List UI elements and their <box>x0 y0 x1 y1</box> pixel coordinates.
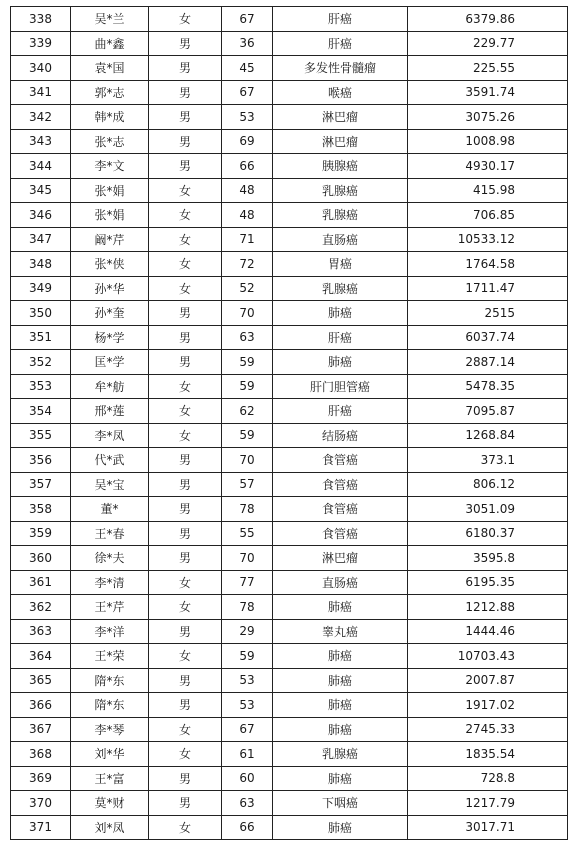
row-number-cell: 364 <box>11 644 71 669</box>
diagnosis-cell: 肝癌 <box>273 7 408 32</box>
diagnosis-cell: 直肠癌 <box>273 570 408 595</box>
diagnosis-cell: 肺癌 <box>273 350 408 375</box>
table-row <box>11 350 568 375</box>
amount-cell: 6180.37 <box>408 521 568 546</box>
table-body <box>11 7 568 840</box>
age-cell: 48 <box>222 178 273 203</box>
amount-cell: 10703.43 <box>408 644 568 669</box>
table-row <box>11 644 568 669</box>
age-cell: 67 <box>222 7 273 32</box>
gender-cell: 女 <box>149 423 222 448</box>
diagnosis-cell: 乳腺癌 <box>273 203 408 228</box>
name-cell: 徐*夫 <box>71 546 149 571</box>
name-cell: 韩*成 <box>71 105 149 130</box>
diagnosis-cell: 食管癌 <box>273 497 408 522</box>
table-row <box>11 276 568 301</box>
row-number-cell: 349 <box>11 276 71 301</box>
age-cell: 70 <box>222 546 273 571</box>
diagnosis-cell: 乳腺癌 <box>273 276 408 301</box>
row-number-cell: 370 <box>11 791 71 816</box>
table-row <box>11 448 568 473</box>
gender-cell: 女 <box>149 227 222 252</box>
name-cell: 董* <box>71 497 149 522</box>
name-cell: 孙*华 <box>71 276 149 301</box>
name-cell: 李*凤 <box>71 423 149 448</box>
name-cell: 曲*鑫 <box>71 31 149 56</box>
gender-cell: 女 <box>149 595 222 620</box>
amount-cell: 706.85 <box>408 203 568 228</box>
gender-cell: 男 <box>149 546 222 571</box>
gender-cell: 女 <box>149 742 222 767</box>
diagnosis-cell: 肝癌 <box>273 325 408 350</box>
age-cell: 62 <box>222 399 273 424</box>
row-number-cell: 361 <box>11 570 71 595</box>
name-cell: 张*志 <box>71 129 149 154</box>
age-cell: 59 <box>222 374 273 399</box>
table-row <box>11 325 568 350</box>
diagnosis-cell: 肺癌 <box>273 301 408 326</box>
diagnosis-cell: 肝癌 <box>273 399 408 424</box>
table-row <box>11 399 568 424</box>
gender-cell: 女 <box>149 570 222 595</box>
table-row <box>11 472 568 497</box>
amount-cell: 3595.8 <box>408 546 568 571</box>
row-number-cell: 345 <box>11 178 71 203</box>
amount-cell: 1835.54 <box>408 742 568 767</box>
name-cell: 张*娟 <box>71 203 149 228</box>
gender-cell: 男 <box>149 56 222 81</box>
amount-cell: 10533.12 <box>408 227 568 252</box>
table-row <box>11 717 568 742</box>
amount-cell: 3017.71 <box>408 815 568 840</box>
row-number-cell: 362 <box>11 595 71 620</box>
gender-cell: 男 <box>149 448 222 473</box>
amount-cell: 2515 <box>408 301 568 326</box>
gender-cell: 男 <box>149 129 222 154</box>
name-cell: 袁*国 <box>71 56 149 81</box>
amount-cell: 1917.02 <box>408 693 568 718</box>
table-row <box>11 595 568 620</box>
amount-cell: 806.12 <box>408 472 568 497</box>
amount-cell: 229.77 <box>408 31 568 56</box>
age-cell: 66 <box>222 154 273 179</box>
gender-cell: 女 <box>149 399 222 424</box>
gender-cell: 女 <box>149 276 222 301</box>
table-row <box>11 31 568 56</box>
table-row <box>11 154 568 179</box>
table-row <box>11 766 568 791</box>
table-row <box>11 178 568 203</box>
amount-cell: 4930.17 <box>408 154 568 179</box>
table-row <box>11 497 568 522</box>
gender-cell: 男 <box>149 350 222 375</box>
age-cell: 53 <box>222 105 273 130</box>
age-cell: 53 <box>222 668 273 693</box>
age-cell: 71 <box>222 227 273 252</box>
table-row <box>11 105 568 130</box>
diagnosis-cell: 胰腺癌 <box>273 154 408 179</box>
name-cell: 刘*华 <box>71 742 149 767</box>
table-row <box>11 252 568 277</box>
diagnosis-cell: 淋巴瘤 <box>273 546 408 571</box>
gender-cell: 男 <box>149 521 222 546</box>
name-cell: 牟*舫 <box>71 374 149 399</box>
table-row <box>11 227 568 252</box>
name-cell: 王*芹 <box>71 595 149 620</box>
row-number-cell: 368 <box>11 742 71 767</box>
age-cell: 63 <box>222 791 273 816</box>
amount-cell: 373.1 <box>408 448 568 473</box>
name-cell: 邢*莲 <box>71 399 149 424</box>
gender-cell: 女 <box>149 644 222 669</box>
diagnosis-cell: 多发性骨髓瘤 <box>273 56 408 81</box>
diagnosis-cell: 食管癌 <box>273 448 408 473</box>
row-number-cell: 347 <box>11 227 71 252</box>
diagnosis-cell: 喉癌 <box>273 80 408 105</box>
gender-cell: 男 <box>149 497 222 522</box>
row-number-cell: 355 <box>11 423 71 448</box>
gender-cell: 女 <box>149 374 222 399</box>
age-cell: 52 <box>222 276 273 301</box>
name-cell: 匡*学 <box>71 350 149 375</box>
age-cell: 59 <box>222 423 273 448</box>
row-number-cell: 354 <box>11 399 71 424</box>
gender-cell: 女 <box>149 252 222 277</box>
table-row <box>11 791 568 816</box>
amount-cell: 3051.09 <box>408 497 568 522</box>
row-number-cell: 342 <box>11 105 71 130</box>
amount-cell: 6037.74 <box>408 325 568 350</box>
amount-cell: 5478.35 <box>408 374 568 399</box>
name-cell: 王*富 <box>71 766 149 791</box>
gender-cell: 男 <box>149 619 222 644</box>
row-number-cell: 358 <box>11 497 71 522</box>
row-number-cell: 367 <box>11 717 71 742</box>
amount-cell: 2745.33 <box>408 717 568 742</box>
amount-cell: 2007.87 <box>408 668 568 693</box>
age-cell: 55 <box>222 521 273 546</box>
row-number-cell: 340 <box>11 56 71 81</box>
gender-cell: 女 <box>149 717 222 742</box>
name-cell: 阚*芹 <box>71 227 149 252</box>
diagnosis-cell: 肺癌 <box>273 717 408 742</box>
amount-cell: 1212.88 <box>408 595 568 620</box>
table-row <box>11 80 568 105</box>
name-cell: 郭*志 <box>71 80 149 105</box>
amount-cell: 1217.79 <box>408 791 568 816</box>
gender-cell: 男 <box>149 301 222 326</box>
diagnosis-cell: 乳腺癌 <box>273 178 408 203</box>
amount-cell: 7095.87 <box>408 399 568 424</box>
diagnosis-cell: 食管癌 <box>273 521 408 546</box>
row-number-cell: 359 <box>11 521 71 546</box>
row-number-cell: 353 <box>11 374 71 399</box>
row-number-cell: 350 <box>11 301 71 326</box>
row-number-cell: 369 <box>11 766 71 791</box>
diagnosis-cell: 肺癌 <box>273 595 408 620</box>
row-number-cell: 360 <box>11 546 71 571</box>
diagnosis-cell: 肝门胆管癌 <box>273 374 408 399</box>
gender-cell: 男 <box>149 668 222 693</box>
gender-cell: 女 <box>149 7 222 32</box>
amount-cell: 6195.35 <box>408 570 568 595</box>
name-cell: 代*武 <box>71 448 149 473</box>
age-cell: 67 <box>222 717 273 742</box>
age-cell: 67 <box>222 80 273 105</box>
table-row <box>11 693 568 718</box>
diagnosis-cell: 肺癌 <box>273 693 408 718</box>
row-number-cell: 339 <box>11 31 71 56</box>
amount-cell: 3075.26 <box>408 105 568 130</box>
name-cell: 李*文 <box>71 154 149 179</box>
row-number-cell: 357 <box>11 472 71 497</box>
patient-cost-table <box>10 6 568 840</box>
table-row <box>11 619 568 644</box>
diagnosis-cell: 下咽癌 <box>273 791 408 816</box>
diagnosis-cell: 淋巴瘤 <box>273 105 408 130</box>
name-cell: 孙*奎 <box>71 301 149 326</box>
table-row <box>11 742 568 767</box>
row-number-cell: 351 <box>11 325 71 350</box>
gender-cell: 男 <box>149 325 222 350</box>
name-cell: 莫*财 <box>71 791 149 816</box>
table-row <box>11 56 568 81</box>
row-number-cell: 363 <box>11 619 71 644</box>
age-cell: 70 <box>222 448 273 473</box>
age-cell: 59 <box>222 350 273 375</box>
age-cell: 60 <box>222 766 273 791</box>
age-cell: 59 <box>222 644 273 669</box>
name-cell: 张*侠 <box>71 252 149 277</box>
table-row <box>11 521 568 546</box>
age-cell: 63 <box>222 325 273 350</box>
row-number-cell: 371 <box>11 815 71 840</box>
table-row <box>11 129 568 154</box>
age-cell: 70 <box>222 301 273 326</box>
name-cell: 李*清 <box>71 570 149 595</box>
age-cell: 77 <box>222 570 273 595</box>
gender-cell: 女 <box>149 203 222 228</box>
row-number-cell: 346 <box>11 203 71 228</box>
diagnosis-cell: 肺癌 <box>273 644 408 669</box>
name-cell: 吴*兰 <box>71 7 149 32</box>
diagnosis-cell: 结肠癌 <box>273 423 408 448</box>
gender-cell: 男 <box>149 791 222 816</box>
name-cell: 张*娟 <box>71 178 149 203</box>
age-cell: 48 <box>222 203 273 228</box>
age-cell: 69 <box>222 129 273 154</box>
row-number-cell: 341 <box>11 80 71 105</box>
gender-cell: 男 <box>149 154 222 179</box>
diagnosis-cell: 食管癌 <box>273 472 408 497</box>
amount-cell: 1444.46 <box>408 619 568 644</box>
gender-cell: 男 <box>149 80 222 105</box>
diagnosis-cell: 直肠癌 <box>273 227 408 252</box>
age-cell: 78 <box>222 497 273 522</box>
amount-cell: 1008.98 <box>408 129 568 154</box>
amount-cell: 1268.84 <box>408 423 568 448</box>
gender-cell: 女 <box>149 178 222 203</box>
diagnosis-cell: 肺癌 <box>273 766 408 791</box>
amount-cell: 3591.74 <box>408 80 568 105</box>
gender-cell: 男 <box>149 105 222 130</box>
gender-cell: 男 <box>149 693 222 718</box>
diagnosis-cell: 淋巴瘤 <box>273 129 408 154</box>
age-cell: 66 <box>222 815 273 840</box>
table-row <box>11 203 568 228</box>
table-row <box>11 423 568 448</box>
row-number-cell: 348 <box>11 252 71 277</box>
name-cell: 李*琴 <box>71 717 149 742</box>
gender-cell: 男 <box>149 31 222 56</box>
diagnosis-cell: 肺癌 <box>273 815 408 840</box>
age-cell: 53 <box>222 693 273 718</box>
age-cell: 45 <box>222 56 273 81</box>
amount-cell: 1764.58 <box>408 252 568 277</box>
age-cell: 36 <box>222 31 273 56</box>
diagnosis-cell: 肺癌 <box>273 668 408 693</box>
table-row <box>11 374 568 399</box>
table-row <box>11 668 568 693</box>
age-cell: 57 <box>222 472 273 497</box>
age-cell: 78 <box>222 595 273 620</box>
name-cell: 吴*宝 <box>71 472 149 497</box>
row-number-cell: 366 <box>11 693 71 718</box>
table-row <box>11 815 568 840</box>
diagnosis-cell: 乳腺癌 <box>273 742 408 767</box>
row-number-cell: 344 <box>11 154 71 179</box>
age-cell: 61 <box>222 742 273 767</box>
amount-cell: 6379.86 <box>408 7 568 32</box>
row-number-cell: 356 <box>11 448 71 473</box>
name-cell: 王*春 <box>71 521 149 546</box>
name-cell: 刘*凤 <box>71 815 149 840</box>
amount-cell: 415.98 <box>408 178 568 203</box>
row-number-cell: 343 <box>11 129 71 154</box>
table-row <box>11 7 568 32</box>
table-row <box>11 570 568 595</box>
table-row <box>11 546 568 571</box>
age-cell: 72 <box>222 252 273 277</box>
name-cell: 隋*东 <box>71 668 149 693</box>
row-number-cell: 338 <box>11 7 71 32</box>
diagnosis-cell: 胃癌 <box>273 252 408 277</box>
amount-cell: 225.55 <box>408 56 568 81</box>
name-cell: 杨*学 <box>71 325 149 350</box>
amount-cell: 1711.47 <box>408 276 568 301</box>
age-cell: 29 <box>222 619 273 644</box>
gender-cell: 男 <box>149 472 222 497</box>
gender-cell: 男 <box>149 766 222 791</box>
name-cell: 王*荣 <box>71 644 149 669</box>
table-row <box>11 301 568 326</box>
name-cell: 隋*东 <box>71 693 149 718</box>
gender-cell: 女 <box>149 815 222 840</box>
amount-cell: 2887.14 <box>408 350 568 375</box>
row-number-cell: 365 <box>11 668 71 693</box>
diagnosis-cell: 睾丸癌 <box>273 619 408 644</box>
diagnosis-cell: 肝癌 <box>273 31 408 56</box>
row-number-cell: 352 <box>11 350 71 375</box>
name-cell: 李*洋 <box>71 619 149 644</box>
amount-cell: 728.8 <box>408 766 568 791</box>
